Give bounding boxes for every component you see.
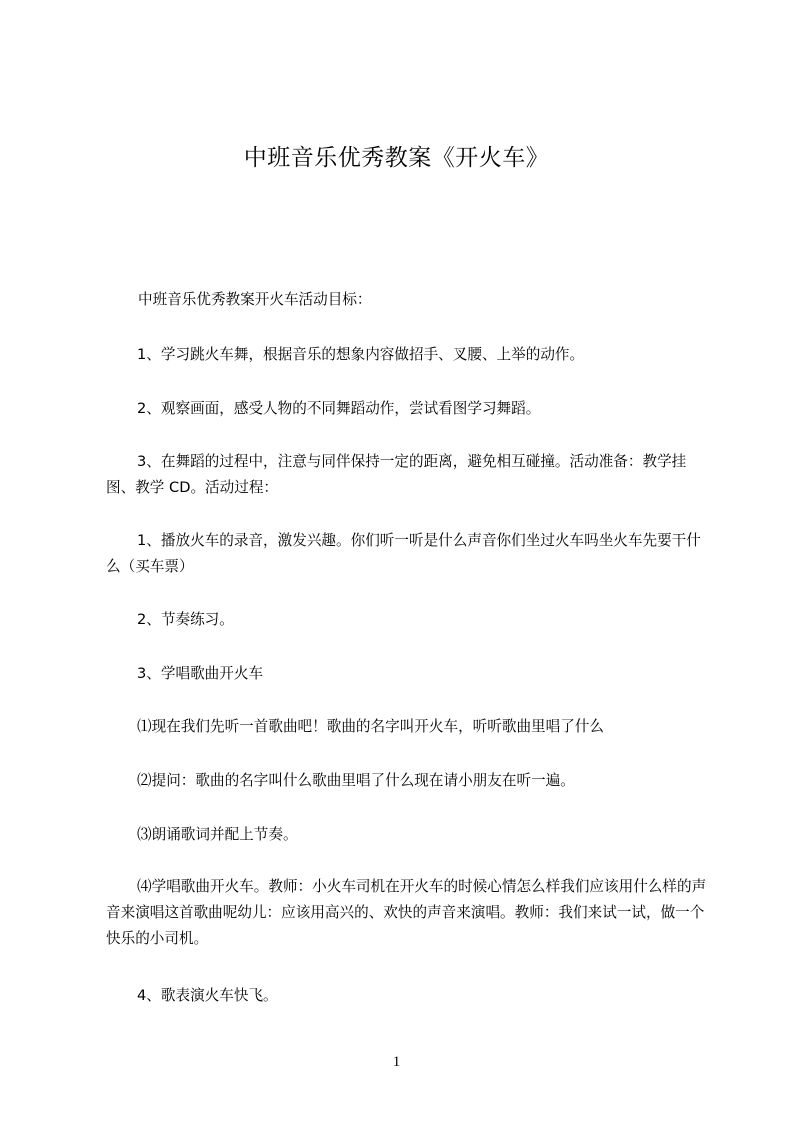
paragraph-objective-3: 3、在舞蹈的过程中，注意与同伴保持一定的距离，避免相互碰撞。活动准备：教学挂图、教学 CD。活动过程：	[106, 453, 687, 496]
paragraph-step-2: ⑵提问：歌曲的名字叫什么歌曲里唱了什么现在请小朋友在听一遍。	[137, 772, 575, 789]
paragraph-process-2: 2、节奏练习。	[137, 611, 234, 628]
paragraph-step-4: ⑷学唱歌曲开火车。教师：小火车司机在开火车的时候心情怎么样我们应该用什么样的声音来演唱这首歌曲呢幼儿：应该用高兴的、欢快的声音来演唱。教师：我们来试一试，做一个快乐的小司机。	[106, 878, 707, 947]
document-title: 中班音乐优秀教案《开火车》	[243, 145, 550, 171]
paragraph-objective-2: 2、观察画面，感受人物的不同舞蹈动作，尝试看图学习舞蹈。	[137, 400, 541, 417]
page-number: 1	[392, 1054, 401, 1070]
paragraph-process-3: 3、学唱歌曲开火车	[137, 665, 264, 682]
paragraph-step-3: ⑶朗诵歌词并配上节奏。	[137, 826, 298, 843]
paragraph-objectives-heading: 中班音乐优秀教案开火车活动目标：	[138, 291, 372, 308]
paragraph-step-1: ⑴现在我们先听一首歌曲吧！歌曲的名字叫开火车，听听歌曲里唱了什么	[137, 718, 605, 735]
paragraph-process-1: 1、播放火车的录音，激发兴趣。你们听一听是什么声音你们坐过火车吗坐火车先要干什么（买车票）	[106, 532, 701, 575]
paragraph-process-4: 4、歌表演火车快飞。	[137, 987, 278, 1004]
paragraph-objective-1: 1、学习跳火车舞，根据音乐的想象内容做招手、叉腰、上举的动作。	[137, 346, 585, 363]
